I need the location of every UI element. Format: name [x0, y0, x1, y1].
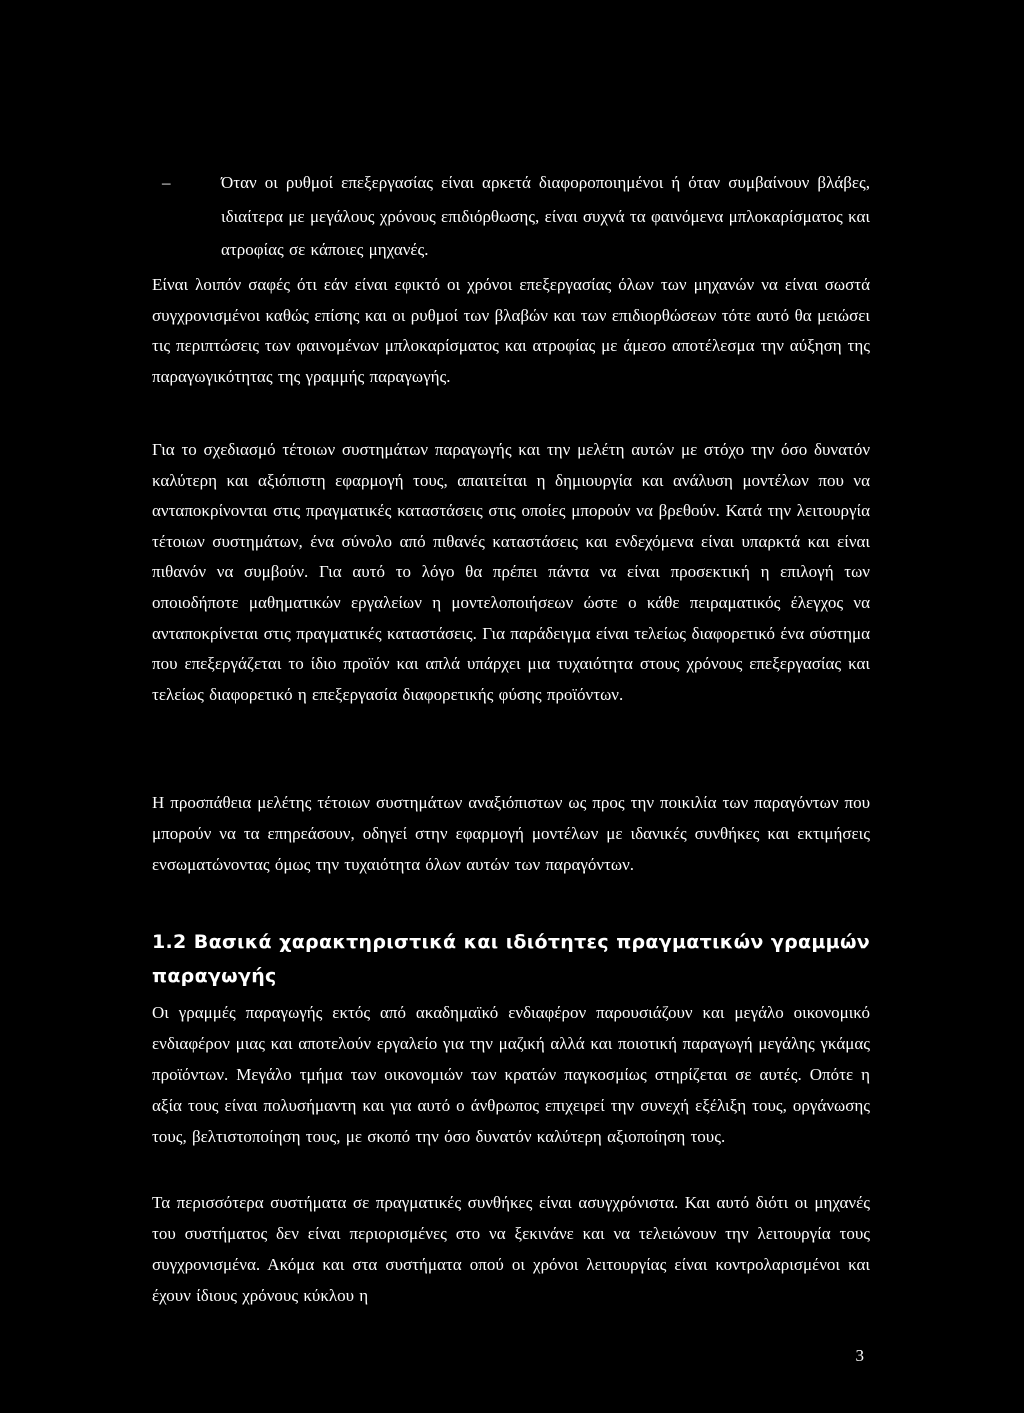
paragraph-conclusion: Είναι λοιπόν σαφές ότι εάν είναι εφικτό οι χρόνοι επεξεργασίας όλων των μηχανών να είναι σωστά συγχρονισμένοι καθώς επίσης και οι ρυθμοί των βλαβών και των επιδιορθώσεων τότε αυτό θα μειώσει τις περιπτώσεις των φαινομένων μπλοκαρίσματος και ατροφίας με άμεσο αποτέλεσμα την αύξηση της παραγωγικότητας της γραμμής παραγωγής. [152, 275, 870, 386]
paragraph-asynchronous-systems: Τα περισσότερα συστήματα σε πραγματικές συνθήκες είναι ασυγχρόνιστα. Και αυτό διότι οι μηχανές του συστήματος δεν είναι περιορισμένες στο να ξεκινάνε και να τελειώνουν την λειτουργία τους συγχρονισμένα. Ακόμα και στα συστήματα οπού οι χρόνοι λειτουργίας είναι κοντρολαρισμένοι και έχουν ίδιους χρόνους κύκλου η [152, 1193, 870, 1305]
bullet-text: Όταν οι ρυθμοί επεξεργασίας είναι αρκετά διαφοροποιημένοι ή όταν συμβαίνουν βλάβες, ιδιαίτερα με μεγάλους χρόνους επιδιόρθωσης, είναι συχνά τα φαινόμενα μπλοκαρίσματος και ατροφίας σε κάποιες μηχανές. [221, 173, 870, 259]
bullet-dash: – [162, 173, 171, 192]
section-heading: 1.2 Βασικά χαρακτηριστικά και ιδιότητες πραγματικών γραμμών παραγωγής [152, 931, 870, 987]
page-number: 3 [855, 1346, 864, 1365]
paragraph-design-models: Για το σχεδιασμό τέτοιων συστημάτων παραγωγής και την μελέτη αυτών με στόχο την όσο δυνατόν καλύτερη και αξιόπιστη εφαρμογή τους, απαιτείται η δημιουργία και ανάλυση μοντέλων που να ανταποκρίνονται στις πραγματικές καταστάσεις στις οποίες μπορούν να βρεθούν. Κατά την λειτουργία τέτοιων συστημάτων, ένα σύνολο από πιθανές καταστάσεις και ενδεχόμενα είναι υπαρκτά και είναι πιθανόν να συμβούν. Για αυτό το λόγο θα πρέπει πάντα να είναι προσεκτική η επιλογή των οποιοδήποτε μαθηματικών εργαλείων η μοντελοποιήσεων ώστε ο κάθε πειραματικός έλεγχος να ανταποκρίνεται στις πραγματικές καταστάσεις. Για παράδειγμα είναι τελείως διαφορετικό ένα σύστημα που επεξεργάζεται το ίδιο προϊόν και απλά υπάρχει μια τυχαιότητα στους χρόνους επεξεργασίας και τελείως διαφορετικό η επεξεργασία διαφορετικής φύσης προϊόντων. [152, 440, 870, 704]
paragraph-economic-interest: Οι γραμμές παραγωγής εκτός από ακαδημαϊκό ενδιαφέρον παρουσιάζουν και μεγάλο οικονομικό ενδιαφέρον μιας και αποτελούν εργαλείο για την μαζική αλλά και ποιοτική παραγωγή μεγάλης γκάμας προϊόντων. Μεγάλο τμήμα των οικονομιών των κρατών παγκοσμίως στηρίζεται σε αυτές. Οπότε η αξία τους είναι πολυσήμαντη και για αυτό ο άνθρωπος επιχειρεί την συνεχή εξέλιξη τους, οργάνωσης τους, βελτιστοποίηση τους, με σκοπό την όσο δυνατόν καλύτερη αξιοποίηση τους. [152, 1003, 870, 1146]
bullet-item [152, 166, 870, 267]
paragraph-study-effort: Η προσπάθεια μελέτης τέτοιων συστημάτων αναξιόπιστων ως προς την ποικιλία των παραγόντων που μπορούν να τα επηρεάσουν, οδηγεί στην εφαρμογή μοντέλων με ιδανικές συνθήκες και εκτιμήσεις ενσωματώνοντας όμως την τυχαιότητα όλων αυτών των παραγόντων. [152, 793, 870, 874]
